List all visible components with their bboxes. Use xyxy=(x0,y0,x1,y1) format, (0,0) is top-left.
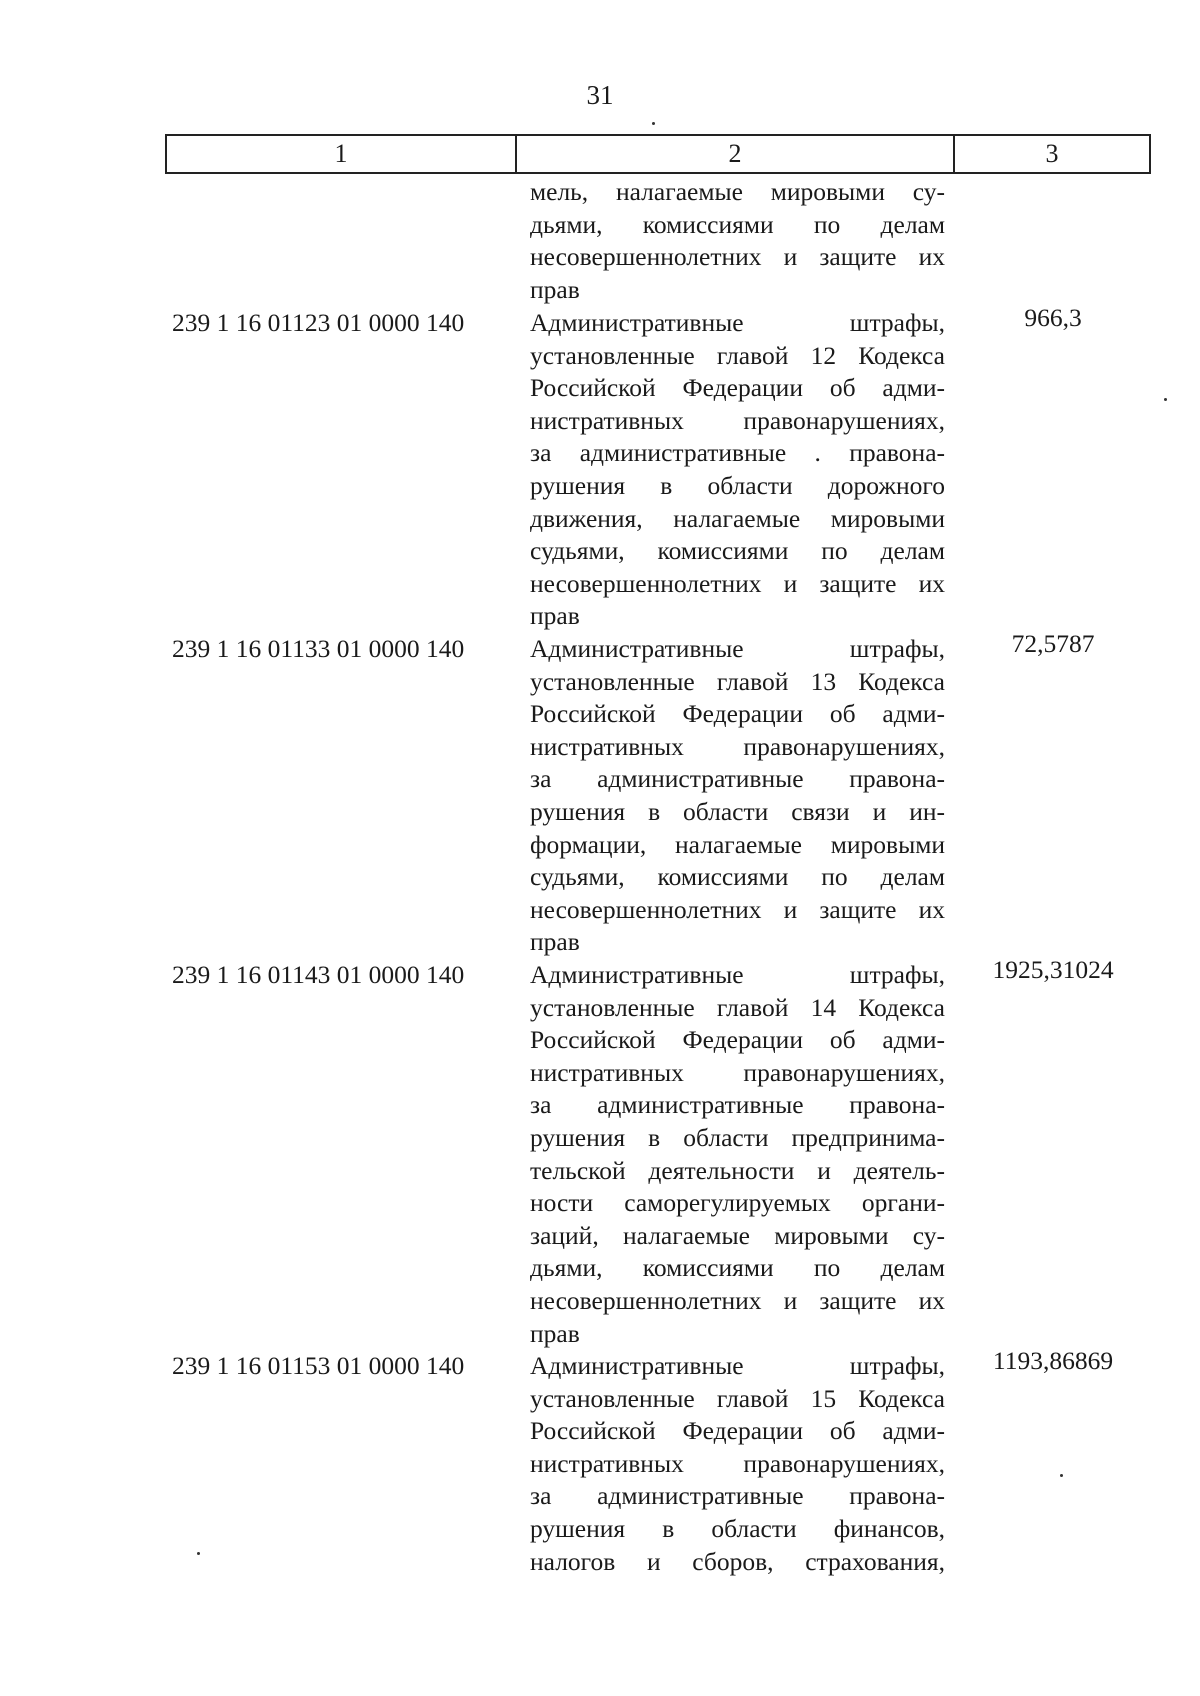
row-description xyxy=(530,307,945,633)
desc-line: формации, налагаемые мировыми xyxy=(530,829,945,859)
row-code: 239 1 16 01123 01 0000 140 xyxy=(172,308,465,337)
desc-line: прав xyxy=(530,274,580,304)
desc-line: нистративных правонарушениях, xyxy=(530,1057,945,1087)
row-amount: 1193,86869 xyxy=(992,1346,1114,1375)
header-col-3: 3 xyxy=(1045,139,1059,168)
header-col-1: 1 xyxy=(167,136,517,172)
desc-line: за административные правона- xyxy=(530,1481,945,1511)
desc-line: несовершеннолетних и защите их xyxy=(530,242,945,272)
desc-line: рушения в области дорожного xyxy=(530,470,945,500)
desc-line: установленные главой 15 Кодекса xyxy=(530,1383,945,1413)
desc-line: несовершеннолетних и защите их xyxy=(530,894,945,924)
continuation-description xyxy=(530,176,945,306)
desc-line: Российской Федерации об адми- xyxy=(530,373,945,403)
desc-line: Административные штрафы, xyxy=(530,1351,945,1380)
desc-line: ности саморегулируемых органи- xyxy=(530,1188,945,1218)
desc-line: заций, налагаемые мировыми су- xyxy=(530,1220,945,1250)
row-amount: 1925,31024 xyxy=(992,955,1114,984)
desc-line: за административные правона- xyxy=(530,764,945,794)
desc-line: судьями, комиссиями по делам xyxy=(530,536,945,566)
scan-speck xyxy=(197,1552,200,1555)
desc-line: Российской Федерации об адми- xyxy=(530,1025,945,1055)
desc-line: налогов и сборов, страхования, xyxy=(530,1546,945,1576)
scan-speck xyxy=(1060,1474,1063,1477)
desc-line: рушения в области предпринима- xyxy=(530,1122,945,1152)
desc-line: Российской Федерации об адми- xyxy=(530,1416,945,1446)
desc-line: нистративных правонарушениях, xyxy=(530,1448,945,1478)
desc-line: дьями, комиссиями по делам xyxy=(530,209,945,239)
desc-line: нистративных правонарушениях, xyxy=(530,731,945,761)
scan-speck xyxy=(652,122,655,125)
desc-line: несовершеннолетних и защите их xyxy=(530,1285,945,1315)
desc-line: Административные штрафы, xyxy=(530,634,945,663)
desc-line: несовершеннолетних и защите их xyxy=(530,568,945,598)
row-description xyxy=(530,959,945,1350)
desc-line: за административные . правона- xyxy=(530,438,945,468)
desc-line: прав xyxy=(530,1318,580,1348)
desc-line: прав xyxy=(530,601,580,631)
desc-line: прав xyxy=(530,927,580,957)
row-description xyxy=(530,1350,945,1578)
desc-line: Административные штрафы, xyxy=(530,308,945,337)
desc-line: Российской Федерации об адми- xyxy=(530,699,945,729)
row-code: 239 1 16 01133 01 0000 140 xyxy=(172,634,465,663)
row-code: 239 1 16 01153 01 0000 140 xyxy=(172,1351,465,1380)
desc-line: движения, налагаемые мировыми xyxy=(530,503,945,533)
desc-line: рушения в области финансов, xyxy=(530,1513,945,1543)
desc-line: дьями, комиссиями по делам xyxy=(530,1253,945,1283)
desc-line: судьями, комиссиями по делам xyxy=(530,862,945,892)
desc-line: установленные главой 14 Кодекса xyxy=(530,992,945,1022)
row-description xyxy=(530,633,945,959)
desc-line: тельской деятельности и деятель- xyxy=(530,1155,945,1185)
scan-speck xyxy=(1164,398,1167,401)
desc-line: установленные главой 13 Кодекса xyxy=(530,666,945,696)
desc-line: рушения в области связи и ин- xyxy=(530,796,945,826)
header-col-2: 2 xyxy=(517,136,955,172)
table-header xyxy=(165,134,1151,174)
row-code: 239 1 16 01143 01 0000 140 xyxy=(172,960,465,989)
desc-line: установленные главой 12 Кодекса xyxy=(530,340,945,370)
desc-line: за административные правона- xyxy=(530,1090,945,1120)
page-number: 31 xyxy=(586,80,614,110)
row-amount: 966,3 xyxy=(1024,303,1082,332)
desc-line: нистративных правонарушениях, xyxy=(530,405,945,435)
row-amount: 72,5787 xyxy=(1011,629,1095,658)
desc-line: мель, налагаемые мировыми су- xyxy=(530,177,945,206)
desc-line: Административные штрафы, xyxy=(530,960,945,989)
